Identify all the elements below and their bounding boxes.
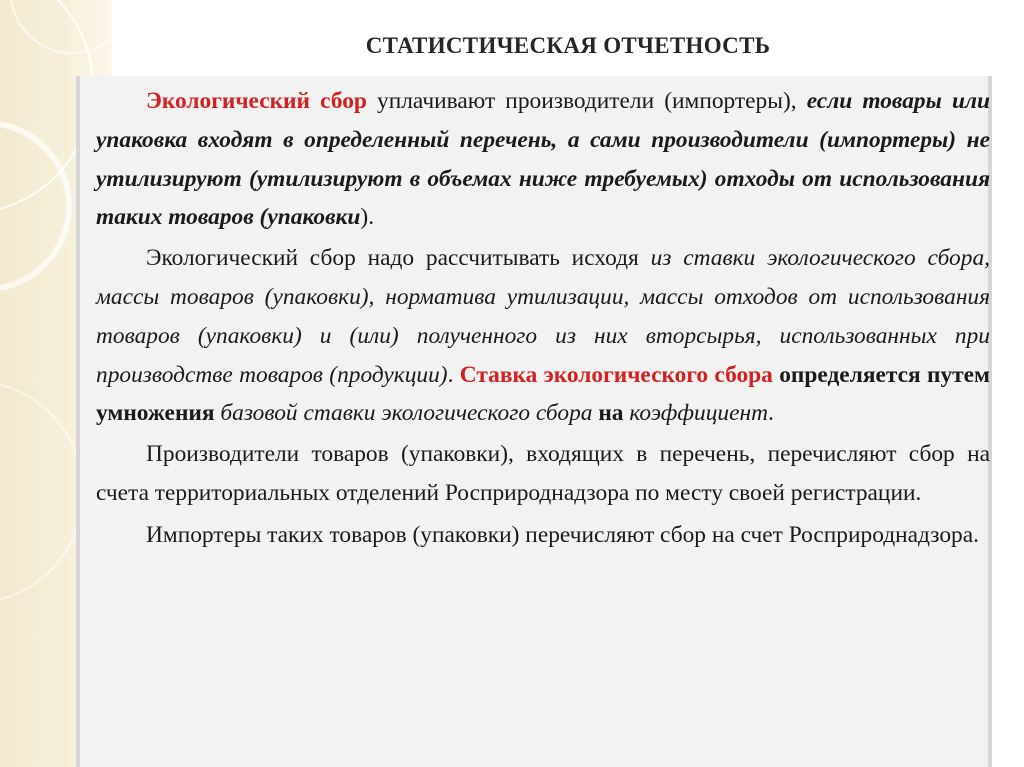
text-segment: Экологический сбор надо рассчитывать исходя	[146, 245, 651, 272]
text-segment: .	[447, 361, 460, 388]
bold-text: определяется путем умножения	[96, 361, 990, 427]
decorative-arc	[0, 380, 84, 604]
text-segment: .	[767, 400, 774, 427]
text-segment: уплачивают производители (импортеры),	[366, 88, 807, 114]
paragraph-producers	[96, 435, 990, 513]
paragraph-importers	[96, 516, 990, 555]
paragraph-ecological-fee	[96, 82, 990, 237]
text-segment: Импортеры таких товаров (упаковки) перечисляют сбор на счет Росприроднадзора.	[146, 521, 979, 548]
text-segment: ).	[360, 204, 375, 231]
slide-body	[96, 82, 990, 557]
emphasis-text: если товары или упаковка входят в определенный перечень, а сами производители (импортеры) не утилизируют (утилизируют в объемах ниже требуемых) отходы от использования таких товаров (упаковки	[96, 88, 990, 231]
italic-text: из ставки экологического сбора, массы товаров (упаковки), норматива утилизации, массы отходов от использования товаров (упаковки) и (или) полученного из них вторсырья, использованных при производстве товаров (продукции)	[96, 245, 990, 388]
italic-text: базовой ставки экологического сбора	[220, 400, 593, 427]
italic-text: коэффициент	[629, 400, 768, 427]
bold-text: на	[592, 400, 630, 427]
text-segment: Производители товаров (упаковки), входящих в перечень, перечисляют сбор на счета территориальных отделений Росприроднадзора по месту своей регистрации.	[96, 441, 990, 506]
slide-title: СТАТИСТИЧЕСКАЯ ОТЧЕТНОСТЬ	[365, 33, 771, 58]
highlight-term: Экологический сбор	[146, 88, 367, 114]
highlight-term: Ставка экологического сбора	[459, 361, 773, 388]
paragraph-calculation	[96, 239, 990, 433]
